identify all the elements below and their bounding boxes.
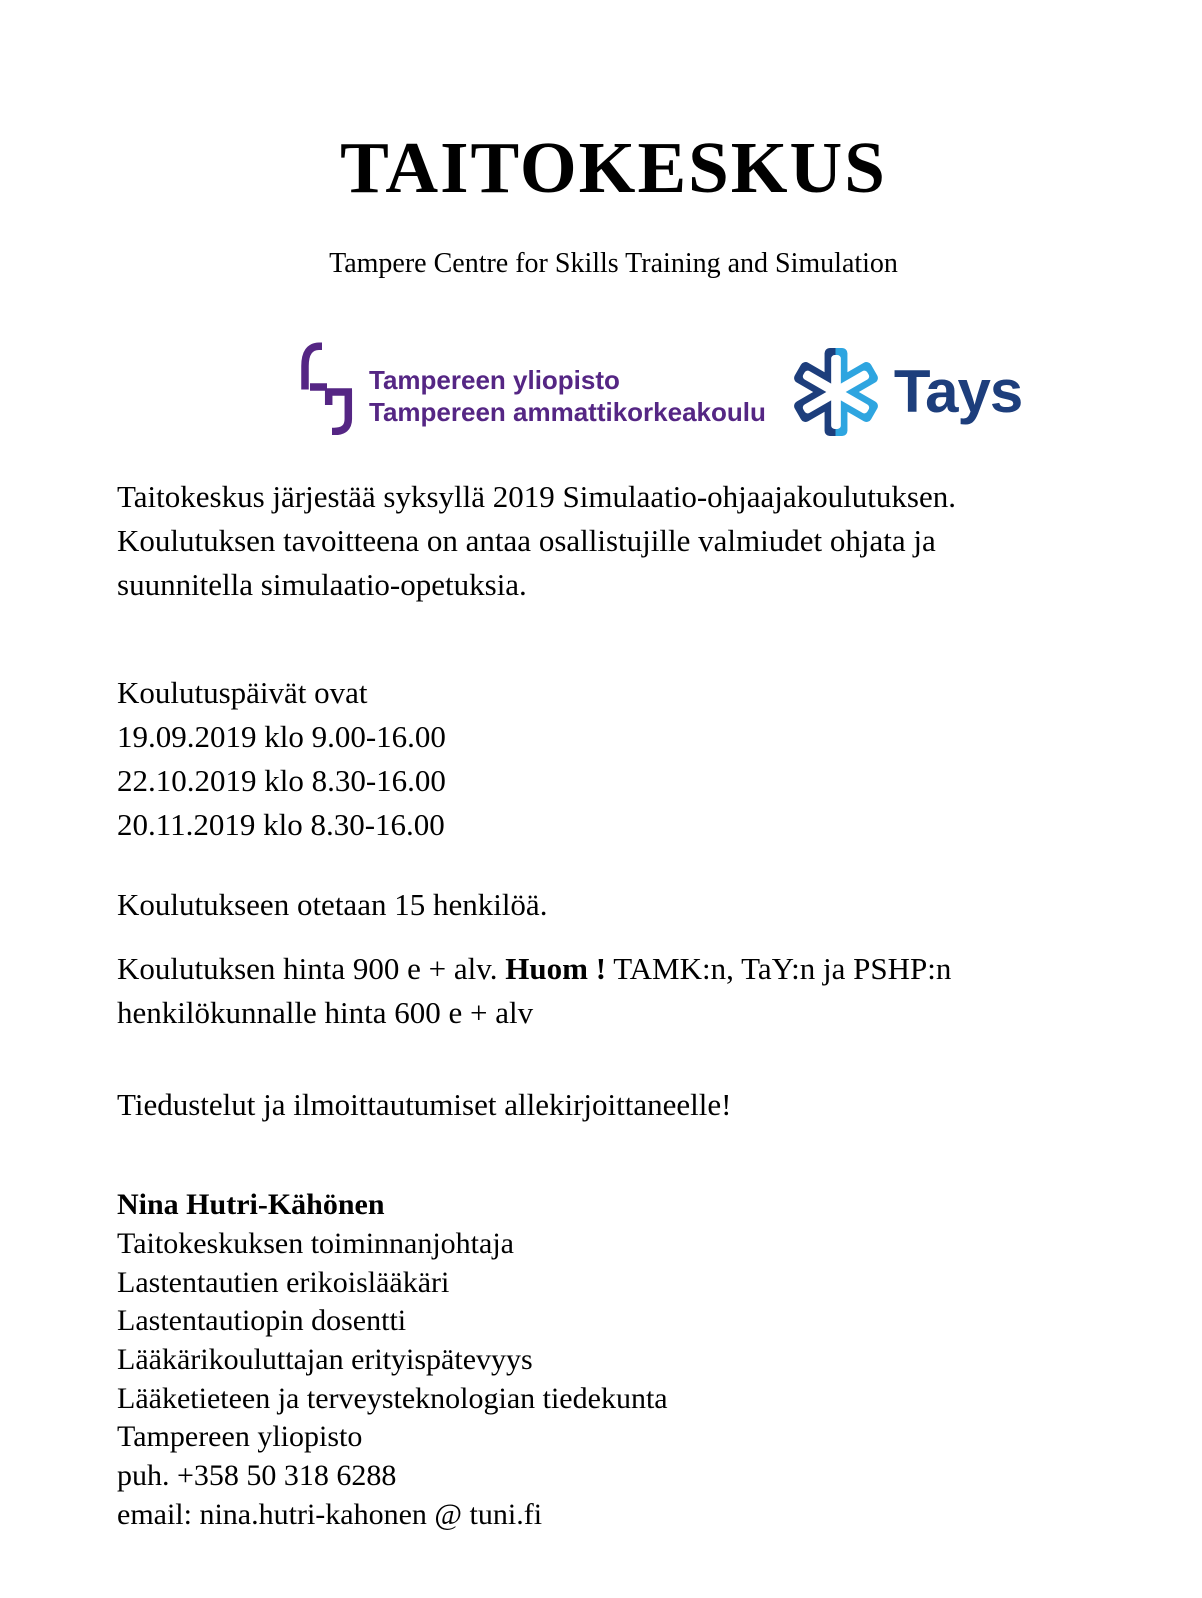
tau-name-line2: Tampereen ammattikorkeakoulu <box>369 397 766 428</box>
tampere-university-mark-icon <box>300 342 355 435</box>
signature-name: Nina Hutri-Kähönen <box>117 1188 385 1222</box>
pricing-text-before: Koulutuksen hinta 900 e + alv. <box>117 951 506 987</box>
tau-name-line1: Tampereen yliopisto <box>369 365 620 396</box>
capacity-paragraph: Koulutukseen otetaan 15 henkilöä. <box>117 887 548 923</box>
schedule-section <box>117 671 1027 847</box>
signature-line: puh. +358 50 318 6288 <box>117 1459 397 1493</box>
tays-wordmark: Tays <box>893 358 1023 426</box>
pricing-paragraph <box>117 947 1027 1035</box>
pricing-note-bold: Huom ! <box>505 951 607 987</box>
tays-asterisk-icon <box>792 348 880 436</box>
signature-block <box>117 1186 1110 1534</box>
contact-prompt-paragraph: Tiedustelut ja ilmoittautumiset allekirjoittaneelle! <box>117 1087 732 1123</box>
intro-paragraph <box>117 475 1027 607</box>
schedule-date: 20.11.2019 klo 8.30-16.00 <box>117 807 445 843</box>
page-subtitle: Tampere Centre for Skills Training and Simulation <box>329 247 898 279</box>
signature-line: email: nina.hutri-kahonen @ tuni.fi <box>117 1497 543 1531</box>
schedule-date: 19.09.2019 klo 9.00-16.00 <box>117 719 446 755</box>
tampere-university-logo <box>300 342 766 435</box>
signature-line: Lastentautiopin dosentti <box>117 1304 407 1338</box>
signature-line: Lääketieteen ja terveysteknologian tiedekunta <box>117 1381 668 1415</box>
intro-line: Koulutuksen tavoitteena on antaa osallistujille valmiudet ohjata ja <box>117 523 936 559</box>
signature-line: Lääkärikouluttajan erityispätevyys <box>117 1343 533 1377</box>
pricing-text-after: TAMK:n, TaY:n ja PSHP:n henkilökunnalle hinta 600 e + alv <box>117 951 952 1031</box>
intro-line: Taitokeskus järjestää syksyllä 2019 Simulaatio-ohjaajakoulutuksen. <box>117 479 956 515</box>
schedule-date: 22.10.2019 klo 8.30-16.00 <box>117 763 446 799</box>
tays-logo <box>792 348 1022 436</box>
signature-line: Tampereen yliopisto <box>117 1420 363 1454</box>
logo-row <box>300 342 1110 437</box>
signature-line: Taitokeskuksen toiminnanjohtaja <box>117 1226 514 1260</box>
page-title: TAITOKESKUS <box>340 127 887 208</box>
schedule-heading: Koulutuspäivät ovat <box>117 675 368 711</box>
intro-line: suunnitella simulaatio-opetuksia. <box>117 567 527 603</box>
tampere-university-wordmark <box>369 364 766 428</box>
signature-line: Lastentautien erikoislääkäri <box>117 1265 450 1299</box>
